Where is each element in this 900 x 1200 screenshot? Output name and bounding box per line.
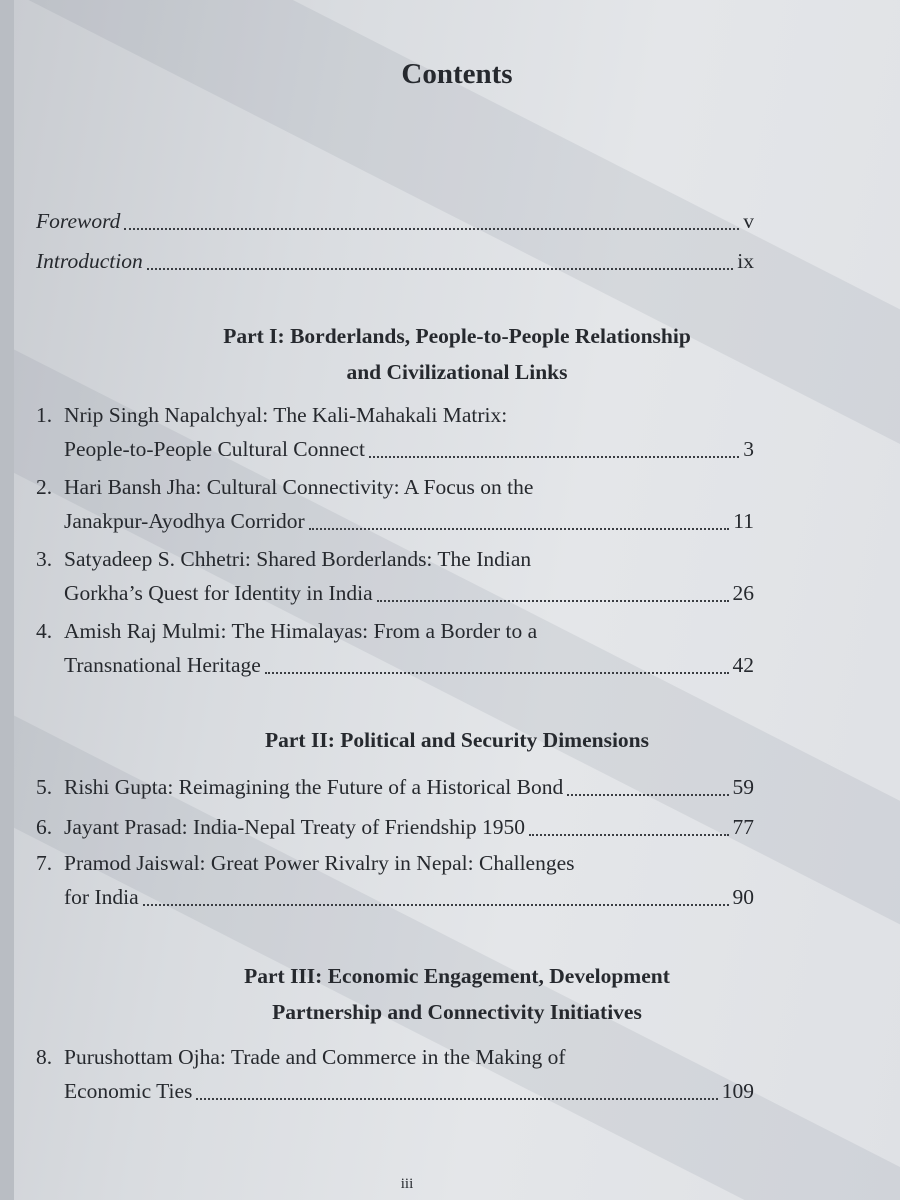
- toc-entry-chapter-2: [36, 470, 754, 538]
- chapter-title: Satyadeep S. Chhetri: Shared Borderlands: The Indian: [64, 547, 532, 571]
- chapter-number: 5.: [36, 775, 53, 799]
- dot-leader: [377, 599, 729, 602]
- chapter-title: Pramod Jaiswal: Great Power Rivalry in Nepal: Challenges: [64, 851, 575, 875]
- part-heading-line: Part III: Economic Engagement, Development: [244, 964, 670, 988]
- dot-leader: [265, 671, 729, 674]
- chapter-title: Transnational Heritage: [64, 653, 261, 677]
- chapter-title: Economic Ties: [64, 1079, 193, 1103]
- page-number-folio: iii: [400, 1176, 414, 1192]
- dot-leader: [147, 267, 734, 270]
- dot-leader: [529, 833, 729, 836]
- entry-page: 11: [733, 509, 754, 533]
- entry-page: 59: [732, 775, 754, 799]
- entry-page: 3: [743, 437, 754, 461]
- chapter-number: 7.: [36, 851, 53, 875]
- entry-page: ix: [737, 249, 754, 273]
- chapter-title: Rishi Gupta: Reimagining the Future of a Historical Bond: [64, 775, 564, 799]
- chapter-title: Janakpur-Ayodhya Corridor: [64, 509, 305, 533]
- toc-entry-introduction: [36, 244, 754, 278]
- entry-page: v: [743, 209, 754, 233]
- entry-title: Foreword: [36, 209, 121, 233]
- part-heading-line: and Civilizational Links: [346, 360, 568, 384]
- page-title: Contents: [401, 58, 513, 90]
- part-heading-2: [14, 722, 900, 758]
- toc-entry-chapter-3: [36, 542, 754, 610]
- chapter-title: People-to-People Cultural Connect: [64, 437, 365, 461]
- toc-entry-chapter-8: [36, 1040, 754, 1108]
- chapter-title: Gorkha’s Quest for Identity in India: [64, 581, 373, 605]
- dot-leader: [196, 1097, 717, 1100]
- part-heading-1: [14, 318, 900, 390]
- book-page: [14, 0, 900, 1200]
- chapter-number: 2.: [36, 475, 53, 499]
- dot-leader: [309, 527, 730, 530]
- chapter-title: Jayant Prasad: India-Nepal Treaty of Friendship 1950: [64, 815, 525, 839]
- chapter-title: Nrip Singh Napalchyal: The Kali-Mahakali Matrix:: [64, 403, 508, 427]
- part-heading-3: [14, 958, 900, 1030]
- toc-entry-chapter-7: [36, 846, 754, 914]
- part-heading-line: Partnership and Connectivity Initiatives: [272, 1000, 642, 1024]
- entry-page: 77: [732, 815, 754, 839]
- chapter-title: Amish Raj Mulmi: The Himalayas: From a Border to a: [64, 619, 538, 643]
- chapter-title: Hari Bansh Jha: Cultural Connectivity: A Focus on the: [64, 475, 534, 499]
- chapter-number: 4.: [36, 619, 53, 643]
- chapter-number: 3.: [36, 547, 53, 571]
- toc-entry-chapter-6: [36, 810, 754, 844]
- toc-entry-chapter-5: [36, 770, 754, 804]
- toc-entry-foreword: [36, 204, 754, 238]
- chapter-title: for India: [64, 885, 139, 909]
- toc-entry-chapter-1: [36, 398, 754, 466]
- dot-leader: [369, 455, 739, 458]
- chapter-number: 8.: [36, 1045, 53, 1069]
- entry-page: 109: [721, 1079, 754, 1103]
- entry-title: Introduction: [36, 249, 143, 273]
- entry-page: 90: [732, 885, 754, 909]
- dot-leader: [567, 793, 728, 796]
- chapter-title: Purushottam Ojha: Trade and Commerce in the Making of: [64, 1045, 566, 1069]
- entry-page: 26: [732, 581, 754, 605]
- chapter-number: 6.: [36, 815, 53, 839]
- part-heading-line: Part II: Political and Security Dimensions: [265, 728, 649, 752]
- dot-leader: [143, 903, 729, 906]
- chapter-number: 1.: [36, 403, 53, 427]
- toc-entry-chapter-4: [36, 614, 754, 682]
- entry-page: 42: [732, 653, 754, 677]
- dot-leader: [124, 227, 739, 230]
- part-heading-line: Part I: Borderlands, People-to-People Relationship: [223, 324, 691, 348]
